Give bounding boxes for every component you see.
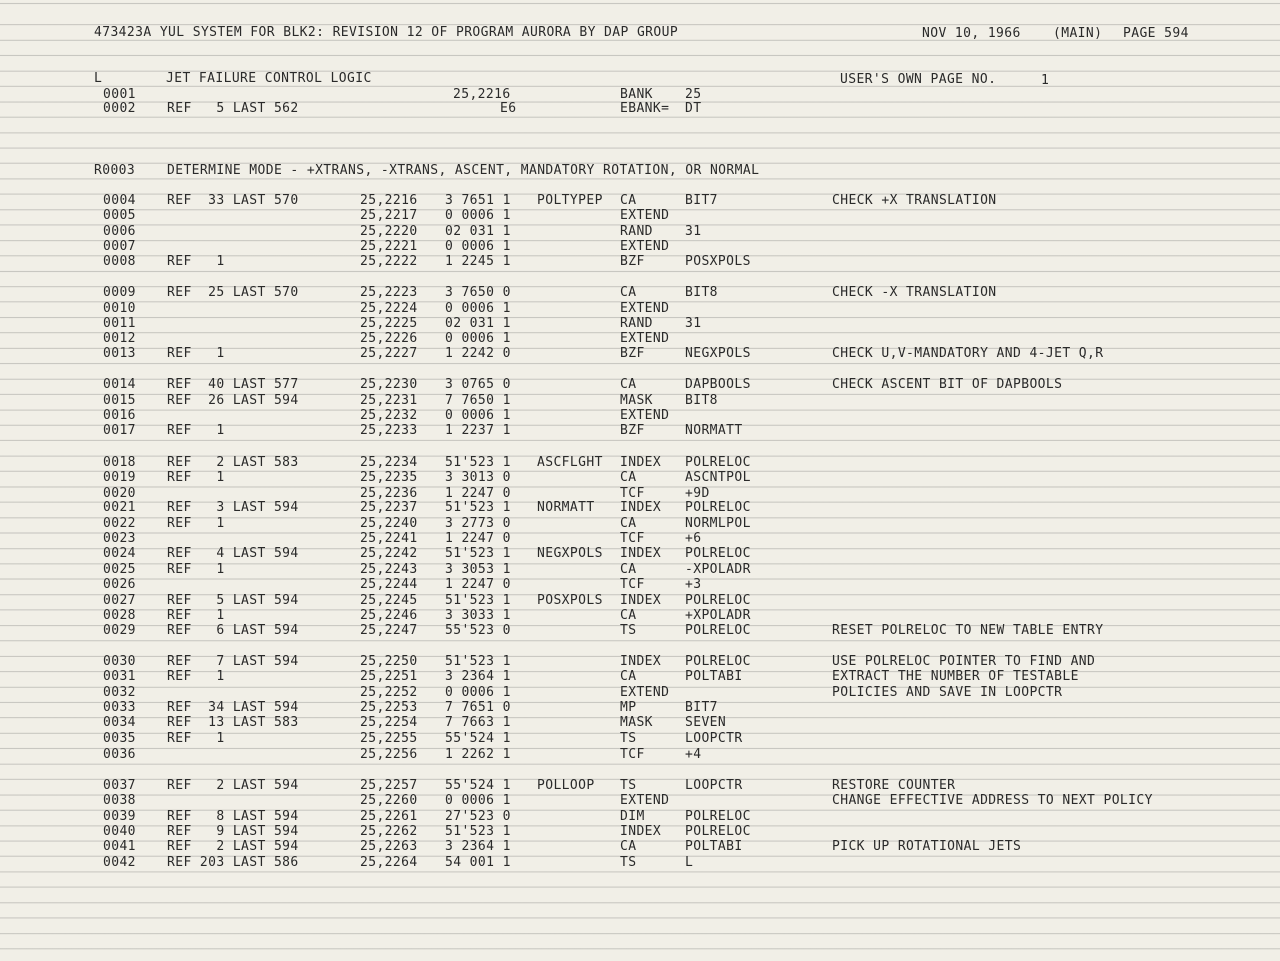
machine-code: 0 0006 1 [445, 208, 511, 223]
address: 25,2261 [360, 809, 418, 824]
operand: POLRELOC [685, 593, 751, 608]
opcode: DIM [620, 809, 645, 824]
line-number: 0006 [103, 224, 136, 239]
reference: REF 1 [167, 516, 225, 531]
opcode: INDEX [620, 500, 662, 515]
machine-code: 51'523 1 [445, 546, 511, 561]
symbol-label: POSXPOLS [537, 593, 603, 608]
line-number: 0021 [103, 500, 136, 515]
machine-code: 3 2364 1 [445, 839, 511, 854]
reference: REF 1 [167, 423, 225, 438]
reference: REF 203 LAST 586 [167, 855, 299, 870]
machine-code: 7 7663 1 [445, 715, 511, 730]
opcode: EXTEND [620, 793, 670, 808]
line-number: 0009 [103, 285, 136, 300]
opcode: EXTEND [620, 239, 670, 254]
operand: BIT8 [685, 285, 718, 300]
symbol-label: NEGXPOLS [537, 546, 603, 561]
operand: BIT7 [685, 193, 718, 208]
address: 25,2217 [360, 208, 418, 223]
reference: REF 25 LAST 570 [167, 285, 299, 300]
opcode: TS [620, 778, 637, 793]
machine-code: 1 2247 0 [445, 531, 511, 546]
operand: 31 [685, 224, 702, 239]
opcode: EXTEND [620, 331, 670, 346]
reference: REF 2 LAST 594 [167, 839, 299, 854]
address: 25,2253 [360, 700, 418, 715]
opcode: BZF [620, 423, 645, 438]
machine-code: 3 3053 1 [445, 562, 511, 577]
section-marker: L [94, 71, 103, 86]
reference: REF 2 LAST 594 [167, 778, 299, 793]
operand: SEVEN [685, 715, 727, 730]
line-number: 0036 [103, 747, 136, 762]
operand: 31 [685, 316, 702, 331]
opcode: MASK [620, 715, 653, 730]
line-number: 0005 [103, 208, 136, 223]
line-number: 0011 [103, 316, 136, 331]
address: 25,2225 [360, 316, 418, 331]
header-mode: (MAIN) [1053, 26, 1103, 41]
reference: REF 1 [167, 669, 225, 684]
operand: NEGXPOLS [685, 346, 751, 361]
line-number: 0027 [103, 593, 136, 608]
machine-code: 3 0765 0 [445, 377, 511, 392]
address: 25,2226 [360, 331, 418, 346]
opcode: RAND [620, 224, 653, 239]
reference: REF 33 LAST 570 [167, 193, 299, 208]
address: 25,2245 [360, 593, 418, 608]
opcode: TCF [620, 486, 645, 501]
line-number: 0042 [103, 855, 136, 870]
address: 25,2223 [360, 285, 418, 300]
comment: CHECK +X TRANSLATION [832, 193, 997, 208]
opcode: EBANK= [620, 101, 670, 116]
machine-code: 55'523 0 [445, 623, 511, 638]
machine-code: 0 0006 1 [445, 408, 511, 423]
line-number: 0034 [103, 715, 136, 730]
machine-code: 02 031 1 [445, 224, 511, 239]
machine-code: 1 2247 0 [445, 486, 511, 501]
address: 25,2260 [360, 793, 418, 808]
address: 25,2255 [360, 731, 418, 746]
operand: POLTABI [685, 669, 743, 684]
line-number: 0015 [103, 393, 136, 408]
operand: L [685, 855, 694, 870]
machine-code: 1 2247 0 [445, 577, 511, 592]
address: 25,2236 [360, 486, 418, 501]
symbol-label: POLTYPEP [537, 193, 603, 208]
comment: USE POLRELOC POINTER TO FIND AND [832, 654, 1096, 669]
line-number: 0017 [103, 423, 136, 438]
operand: POLRELOC [685, 500, 751, 515]
line-number: 0039 [103, 809, 136, 824]
machine-code: 54 001 1 [445, 855, 511, 870]
opcode: TS [620, 623, 637, 638]
address: 25,2221 [360, 239, 418, 254]
line-number: 0040 [103, 824, 136, 839]
opcode: RAND [620, 316, 653, 331]
address: 25,2232 [360, 408, 418, 423]
machine-code: 0 0006 1 [445, 301, 511, 316]
address: 25,2222 [360, 254, 418, 269]
line-number: 0013 [103, 346, 136, 361]
operand: +6 [685, 531, 702, 546]
users-page-number: 1 [1041, 73, 1050, 88]
reference: REF 9 LAST 594 [167, 824, 299, 839]
address: 25,2237 [360, 500, 418, 515]
line-number: 0004 [103, 193, 136, 208]
address: 25,2246 [360, 608, 418, 623]
machine-code: 51'523 1 [445, 500, 511, 515]
comment: RESET POLRELOC TO NEW TABLE ENTRY [832, 623, 1104, 638]
operand: NORMATT [685, 423, 743, 438]
opcode: CA [620, 193, 637, 208]
line-number: 0007 [103, 239, 136, 254]
line-number: 0032 [103, 685, 136, 700]
address: 25,2244 [360, 577, 418, 592]
operand: POLRELOC [685, 824, 751, 839]
header-title: 473423A YUL SYSTEM FOR BLK2: REVISION 12 OF PROGRAM AURORA BY DAP GROUP [94, 25, 679, 40]
address: 25,2227 [360, 346, 418, 361]
opcode: INDEX [620, 593, 662, 608]
address: 25,2256 [360, 747, 418, 762]
opcode: EXTEND [620, 408, 670, 423]
machine-code: 0 0006 1 [445, 239, 511, 254]
line-number: 0024 [103, 546, 136, 561]
opcode: TCF [620, 577, 645, 592]
opcode: INDEX [620, 824, 662, 839]
address: 25,2250 [360, 654, 418, 669]
address: 25,2262 [360, 824, 418, 839]
line-number: 0031 [103, 669, 136, 684]
operand: DT [685, 101, 702, 116]
machine-code: 3 2773 0 [445, 516, 511, 531]
symbol-label: NORMATT [537, 500, 595, 515]
header-date: NOV 10, 1966 [922, 26, 1021, 41]
section-title: JET FAILURE CONTROL LOGIC [166, 71, 372, 86]
line-number: 0033 [103, 700, 136, 715]
operand: POLTABI [685, 839, 743, 854]
opcode: TCF [620, 747, 645, 762]
line-number: 0028 [103, 608, 136, 623]
line-number: 0030 [103, 654, 136, 669]
opcode: CA [620, 839, 637, 854]
machine-code: 02 031 1 [445, 316, 511, 331]
opcode: CA [620, 608, 637, 623]
address: 25,2216 [360, 193, 418, 208]
machine-code: 7 7651 0 [445, 700, 511, 715]
opcode: TS [620, 855, 637, 870]
address: 25,2251 [360, 669, 418, 684]
machine-code: 51'523 1 [445, 593, 511, 608]
machine-code: 7 7650 1 [445, 393, 511, 408]
opcode: MASK [620, 393, 653, 408]
machine-code: 0 0006 1 [445, 685, 511, 700]
opcode: BZF [620, 346, 645, 361]
opcode: BANK [620, 87, 653, 102]
reference: REF 4 LAST 594 [167, 546, 299, 561]
operand: +9D [685, 486, 710, 501]
line-number: 0012 [103, 331, 136, 346]
line-number: 0041 [103, 839, 136, 854]
machine-code: 3 3033 1 [445, 608, 511, 623]
machine-code: 51'523 1 [445, 654, 511, 669]
machine-code: 1 2245 1 [445, 254, 511, 269]
line-number: 0025 [103, 562, 136, 577]
line-number: 0014 [103, 377, 136, 392]
operand: +3 [685, 577, 702, 592]
address: 25,2243 [360, 562, 418, 577]
opcode: EXTEND [620, 208, 670, 223]
line-number: 0038 [103, 793, 136, 808]
address: 25,2252 [360, 685, 418, 700]
line-number: 0029 [103, 623, 136, 638]
address: 25,2263 [360, 839, 418, 854]
reference: REF 6 LAST 594 [167, 623, 299, 638]
opcode: MP [620, 700, 637, 715]
line-number: R0003 [94, 163, 136, 178]
operand: POSXPOLS [685, 254, 751, 269]
address: 25,2230 [360, 377, 418, 392]
opcode: CA [620, 669, 637, 684]
line-number: 0008 [103, 254, 136, 269]
machine-code: 3 3013 0 [445, 470, 511, 485]
operand: BIT8 [685, 393, 718, 408]
operand: LOOPCTR [685, 731, 743, 746]
opcode: EXTEND [620, 685, 670, 700]
opcode: CA [620, 516, 637, 531]
reference: REF 1 [167, 731, 225, 746]
comment: POLICIES AND SAVE IN LOOPCTR [832, 685, 1063, 700]
opcode: TCF [620, 531, 645, 546]
line-number: 0002 [103, 101, 136, 116]
reference: REF 34 LAST 594 [167, 700, 299, 715]
operand: ASCNTPOL [685, 470, 751, 485]
reference: REF 2 LAST 583 [167, 455, 299, 470]
reference: REF 1 [167, 254, 225, 269]
address: 25,2240 [360, 516, 418, 531]
line-number: 0020 [103, 486, 136, 501]
machine-code: 1 2237 1 [445, 423, 511, 438]
reference: REF 1 [167, 562, 225, 577]
machine-code: 55'524 1 [445, 778, 511, 793]
operand: BIT7 [685, 700, 718, 715]
machine-code: 51'523 1 [445, 824, 511, 839]
machine-code: 3 7650 0 [445, 285, 511, 300]
remark-text: DETERMINE MODE - +XTRANS, -XTRANS, ASCENT, MANDATORY ROTATION, OR NORMAL [167, 163, 760, 178]
machine-code: 55'524 1 [445, 731, 511, 746]
comment: EXTRACT THE NUMBER OF TESTABLE [832, 669, 1079, 684]
opcode: INDEX [620, 654, 662, 669]
address: 25,2233 [360, 423, 418, 438]
opcode: BZF [620, 254, 645, 269]
machine-code: 27'523 0 [445, 809, 511, 824]
comment: CHECK -X TRANSLATION [832, 285, 997, 300]
line-number: 0001 [103, 87, 136, 102]
comment: CHECK ASCENT BIT OF DAPBOOLS [832, 377, 1063, 392]
operand: POLRELOC [685, 546, 751, 561]
line-number: 0035 [103, 731, 136, 746]
opcode: CA [620, 377, 637, 392]
reference: REF 40 LAST 577 [167, 377, 299, 392]
line-number: 0037 [103, 778, 136, 793]
line-number: 0022 [103, 516, 136, 531]
reference: REF 7 LAST 594 [167, 654, 299, 669]
opcode: INDEX [620, 546, 662, 561]
machine-code: 0 0006 1 [445, 331, 511, 346]
address: 25,2224 [360, 301, 418, 316]
symbol-label: POLLOOP [537, 778, 595, 793]
address: 25,2254 [360, 715, 418, 730]
opcode: INDEX [620, 455, 662, 470]
address: 25,2235 [360, 470, 418, 485]
machine-code: 0 0006 1 [445, 793, 511, 808]
machine-code: 51'523 1 [445, 455, 511, 470]
opcode: CA [620, 285, 637, 300]
reference: REF 1 [167, 346, 225, 361]
line-number: 0023 [103, 531, 136, 546]
reference: REF 8 LAST 594 [167, 809, 299, 824]
address: 25,2247 [360, 623, 418, 638]
address: 25,2241 [360, 531, 418, 546]
operand: NORMLPOL [685, 516, 751, 531]
reference: REF 1 [167, 470, 225, 485]
machine-code: 25,2216 [453, 87, 511, 102]
operand: POLRELOC [685, 455, 751, 470]
machine-code: 1 2262 1 [445, 747, 511, 762]
header-page: PAGE 594 [1123, 26, 1189, 41]
machine-code: E6 [500, 101, 517, 116]
reference: REF 5 LAST 562 [167, 101, 299, 116]
address: 25,2257 [360, 778, 418, 793]
machine-code: 1 2242 0 [445, 346, 511, 361]
comment: RESTORE COUNTER [832, 778, 956, 793]
operand: +4 [685, 747, 702, 762]
operand: 25 [685, 87, 702, 102]
operand: -XPOLADR [685, 562, 751, 577]
machine-code: 3 2364 1 [445, 669, 511, 684]
reference: REF 3 LAST 594 [167, 500, 299, 515]
opcode: CA [620, 562, 637, 577]
operand: DAPBOOLS [685, 377, 751, 392]
line-number: 0026 [103, 577, 136, 592]
symbol-label: ASCFLGHT [537, 455, 603, 470]
address: 25,2242 [360, 546, 418, 561]
address: 25,2220 [360, 224, 418, 239]
line-number: 0018 [103, 455, 136, 470]
address: 25,2234 [360, 455, 418, 470]
address: 25,2231 [360, 393, 418, 408]
reference: REF 13 LAST 583 [167, 715, 299, 730]
line-number: 0010 [103, 301, 136, 316]
comment: PICK UP ROTATIONAL JETS [832, 839, 1022, 854]
opcode: TS [620, 731, 637, 746]
operand: LOOPCTR [685, 778, 743, 793]
address: 25,2264 [360, 855, 418, 870]
comment: CHECK U,V-MANDATORY AND 4-JET Q,R [832, 346, 1104, 361]
users-page-label: USER'S OWN PAGE NO. [840, 72, 997, 87]
reference: REF 26 LAST 594 [167, 393, 299, 408]
line-number: 0019 [103, 470, 136, 485]
line-number: 0016 [103, 408, 136, 423]
operand: POLRELOC [685, 654, 751, 669]
operand: POLRELOC [685, 623, 751, 638]
comment: CHANGE EFFECTIVE ADDRESS TO NEXT POLICY [832, 793, 1153, 808]
machine-code: 3 7651 1 [445, 193, 511, 208]
opcode: CA [620, 470, 637, 485]
opcode: EXTEND [620, 301, 670, 316]
operand: POLRELOC [685, 809, 751, 824]
reference: REF 1 [167, 608, 225, 623]
operand: +XPOLADR [685, 608, 751, 623]
reference: REF 5 LAST 594 [167, 593, 299, 608]
